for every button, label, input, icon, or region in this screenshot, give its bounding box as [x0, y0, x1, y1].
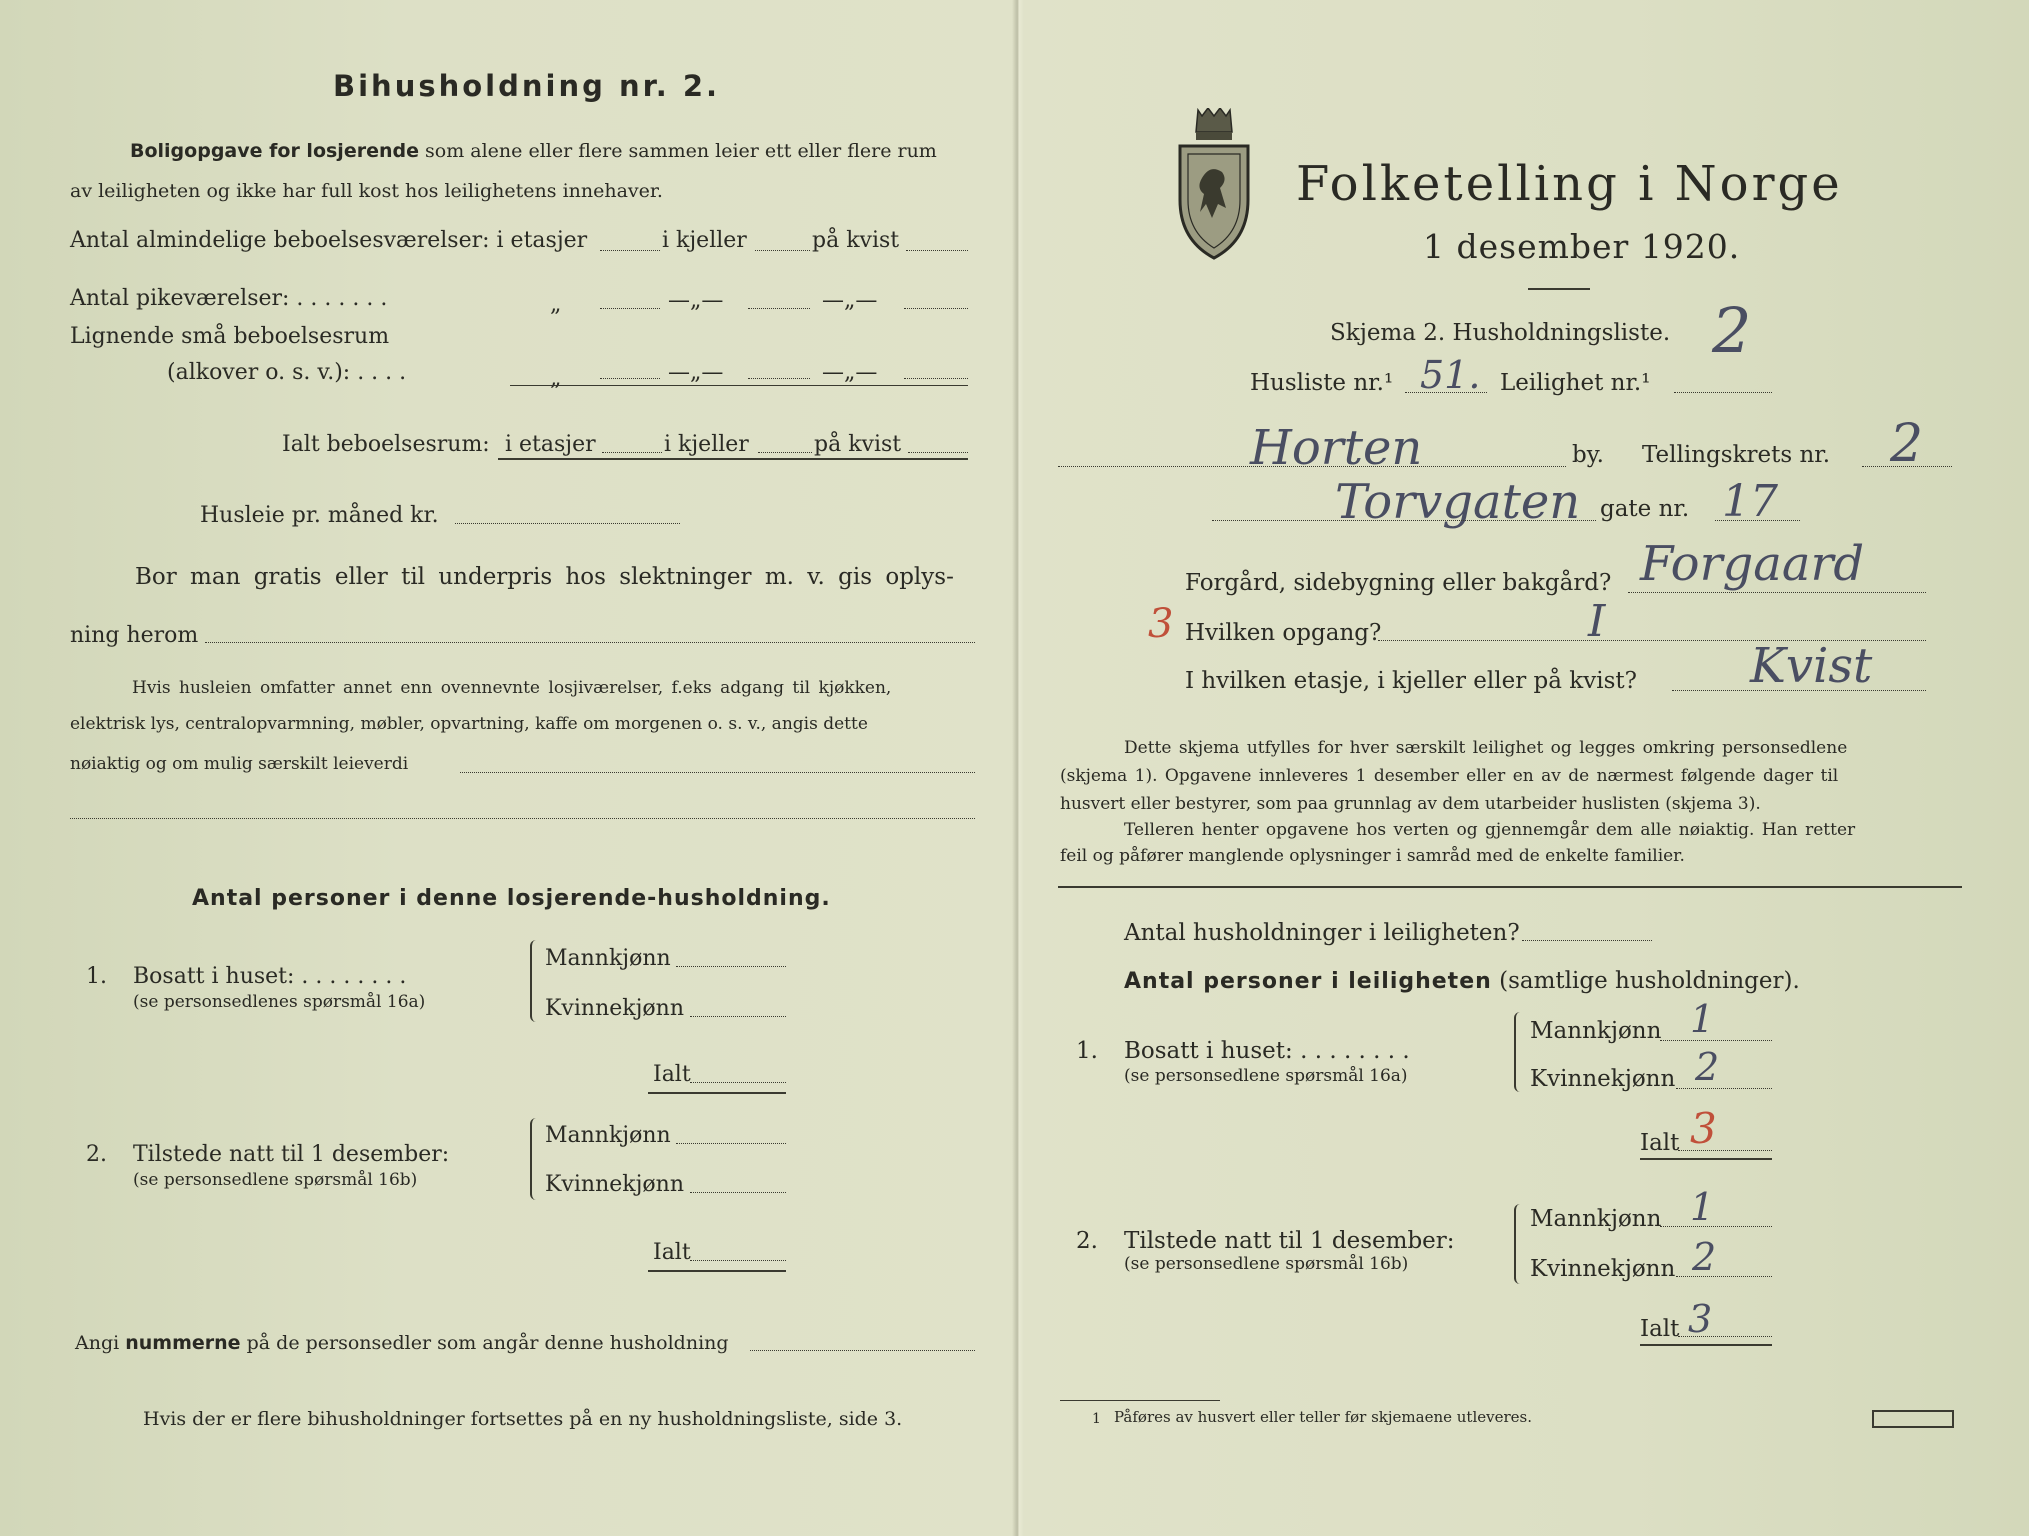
gate-nr-handwritten: 17	[1722, 476, 1778, 527]
left-q1-mann-field[interactable]	[676, 966, 786, 967]
by-handwritten: Horten	[1250, 420, 1423, 476]
households-label: Antal husholdninger i leiligheten?	[1124, 920, 1520, 946]
gratis-line-2: ning herom	[70, 623, 199, 648]
right-q2-mann-handwritten: 1	[1690, 1185, 1715, 1229]
rooms-label: Antal almindelige beboelsesværelser: i etasjer	[70, 228, 588, 253]
intro-line-1	[130, 142, 937, 161]
rooms-kvist-field[interactable]	[906, 250, 968, 251]
right-q2-sub: (se personsedlene spørsmål 16b)	[1124, 1254, 1409, 1274]
left-q1-num: 1.	[86, 964, 107, 989]
angi-field[interactable]	[750, 1350, 975, 1351]
right-q2-ialt-field[interactable]	[1678, 1336, 1772, 1337]
opgang-label: Hvilken opgang?	[1185, 620, 1382, 646]
left-q2-label: Tilstede natt til 1 desember:	[133, 1142, 450, 1167]
husliste-label: Husliste nr.¹	[1250, 370, 1394, 396]
krets-label: Tellingskrets nr.	[1642, 442, 1831, 468]
pike-ditto-2: —„—	[668, 288, 724, 313]
right-q1-label: Bosatt i huset: . . . . . . . .	[1124, 1038, 1410, 1064]
right-q2-kvinne-label: Kvinnekjønn	[1530, 1256, 1676, 1282]
left-q1-ialt-label: Ialt	[653, 1062, 691, 1087]
alkover-kvist-field[interactable]	[904, 378, 968, 379]
left-q2-brace	[530, 1118, 542, 1200]
ialt-etasjer-field[interactable]	[602, 452, 662, 453]
right-persons-bold: Antal personer i leiligheten	[1124, 969, 1492, 994]
by-field[interactable]	[1058, 466, 1566, 467]
gate-nr-field[interactable]	[1715, 520, 1800, 521]
right-q2-kvinne-field[interactable]	[1676, 1276, 1772, 1277]
instruction-5: feil og påfører manglende oplysninger i samråd med de enkelte familier.	[1060, 846, 1685, 866]
left-q1-ialt-field[interactable]	[690, 1082, 786, 1083]
footnote-text: Påføres av husvert eller teller før skjemaene utleveres.	[1114, 1408, 1532, 1426]
left-q2-ialt-label: Ialt	[653, 1240, 691, 1265]
instruction-3: husvert eller bestyrer, som paa grunnlag av dem utarbeider huslisten (skjema 3).	[1060, 794, 1761, 814]
alkover-kjeller-field[interactable]	[748, 378, 810, 379]
pike-kvist-field[interactable]	[904, 308, 968, 309]
intro-rest: som alene eller flere sammen leier ett eller flere rum	[425, 140, 937, 162]
skjema-handwritten: 2	[1712, 294, 1752, 367]
alkover-ditto-1: „	[550, 366, 562, 391]
ialt-rooms-label: Ialt beboelsesrum:	[282, 432, 490, 457]
leilighet-field[interactable]	[1674, 392, 1772, 393]
instruction-4: Telleren henter opgavene hos verten og gjennemgår dem alle nøiaktig. Han retter	[1124, 820, 1856, 840]
rooms-kvist-label: på kvist	[812, 228, 900, 253]
left-q1-kvinne-field[interactable]	[690, 1016, 786, 1017]
gate-label: gate nr.	[1600, 496, 1690, 522]
leilighet-label: Leilighet nr.¹	[1500, 370, 1651, 396]
left-footer: Hvis der er flere bihusholdninger fortsettes på en ny husholdningsliste, side 3.	[143, 1408, 903, 1430]
forgaard-label: Forgård, sidebygning eller bakgård?	[1185, 570, 1612, 596]
ialt-kvist-field[interactable]	[908, 452, 968, 453]
left-q2-kvinne-field[interactable]	[690, 1192, 786, 1193]
forgaard-handwritten: Forgaard	[1640, 536, 1865, 592]
angi-line	[75, 1334, 729, 1353]
rent-note-1: Hvis husleien omfatter annet enn ovennevnte losjiværelser, f.eks adgang til kjøkken,	[132, 678, 892, 698]
right-q1-sub: (se personsedlene spørsmål 16a)	[1124, 1066, 1408, 1086]
left-q2-ialt-field[interactable]	[690, 1260, 786, 1261]
instruction-2: (skjema 1). Opgavene innleveres 1 desember eller en av de nærmest følgende dager til	[1060, 766, 1839, 786]
alkover-etasjer-field[interactable]	[600, 378, 660, 379]
rent-note-field[interactable]	[460, 772, 975, 773]
form-date: 1 desember 1920.	[1423, 227, 1741, 266]
rooms-kjeller-field[interactable]	[755, 250, 810, 251]
left-q1-brace	[530, 940, 542, 1022]
right-q2-mann-label: Mannkjønn	[1530, 1206, 1662, 1232]
angi-pre: Angi	[75, 1332, 120, 1354]
intro-line-2: av leiligheten og ikke har full kost hos leilighetens innehaver.	[70, 180, 663, 202]
right-persons-heading	[1124, 970, 1800, 993]
rooms-kjeller-label: i kjeller	[662, 228, 747, 253]
skjema-label: Skjema 2. Husholdningsliste.	[1330, 320, 1671, 346]
etasje-label: I hvilken etasje, i kjeller eller på kvist?	[1185, 668, 1637, 694]
ialt-kjeller-field[interactable]	[758, 452, 812, 453]
right-q1-brace	[1514, 1012, 1526, 1092]
left-q2-mann-field[interactable]	[676, 1143, 786, 1144]
right-q1-mann-field[interactable]	[1660, 1040, 1772, 1041]
krets-handwritten: 2	[1890, 414, 1924, 474]
instruction-rule	[1058, 886, 1962, 888]
right-q1-ialt-handwritten: 3	[1690, 1104, 1717, 1153]
pike-etasjer-field[interactable]	[600, 308, 660, 309]
right-persons-rest: (samtlige husholdninger).	[1499, 968, 1800, 994]
pike-label: Antal pikeværelser: . . . . . . .	[70, 286, 388, 311]
right-q1-ialt-underline	[1640, 1158, 1772, 1160]
rent-field[interactable]	[455, 523, 680, 524]
gratis-field[interactable]	[205, 642, 975, 643]
right-q2-ialt-label: Ialt	[1640, 1316, 1680, 1342]
pike-ditto-3: —„—	[822, 288, 878, 313]
angi-rest: på de personsedler som angår denne husholdning	[246, 1332, 729, 1354]
rent-note-field-2[interactable]	[70, 818, 975, 819]
opgang-margin-note: 3	[1148, 601, 1174, 647]
right-q1-ialt-label: Ialt	[1640, 1130, 1680, 1156]
left-persons-heading: Antal personer i denne losjerende-husholdning.	[192, 886, 831, 911]
right-q2-num: 2.	[1076, 1228, 1098, 1254]
footnote-number: 1	[1092, 1411, 1101, 1427]
left-q2-kvinne-label: Kvinnekjønn	[545, 1172, 684, 1197]
left-q2-ialt-underline	[648, 1270, 786, 1272]
right-q1-ialt-field[interactable]	[1678, 1150, 1772, 1151]
left-q2-mann-label: Mannkjønn	[545, 1123, 671, 1148]
ialt-etasjer-label: i etasjer	[505, 432, 596, 457]
left-q1-mann-label: Mannkjønn	[545, 946, 671, 971]
angi-bold: nummerne	[125, 1332, 241, 1354]
gratis-line-1: Bor man gratis eller til underpris hos slektninger m. v. gis oplys-	[135, 564, 954, 590]
left-q2-num: 2.	[86, 1142, 107, 1167]
households-field[interactable]	[1522, 940, 1652, 941]
right-q2-label: Tilstede natt til 1 desember:	[1124, 1228, 1455, 1254]
alkover-underline	[510, 385, 968, 386]
etasje-handwritten: Kvist	[1750, 638, 1873, 694]
instruction-1: Dette skjema utfylles for hver særskilt leilighet og legges omkring personsedlene	[1124, 738, 1848, 758]
right-q1-kvinne-handwritten: 2	[1695, 1045, 1720, 1089]
rent-note-2: elektrisk lys, centralopvarmning, møbler, opvartning, kaffe om morgenen o. s. v., angis dette	[70, 714, 868, 734]
right-q2-ialt-underline	[1640, 1344, 1772, 1346]
forgaard-field[interactable]	[1628, 592, 1926, 593]
right-q1-mann-handwritten: 1	[1690, 997, 1715, 1041]
left-heading: Bihusholdning nr. 2.	[333, 69, 721, 103]
krets-field[interactable]	[1862, 466, 1952, 467]
right-q2-ialt-handwritten: 3	[1688, 1297, 1713, 1341]
gate-field[interactable]	[1212, 520, 1596, 521]
rent-label: Husleie pr. måned kr.	[200, 503, 439, 528]
rooms-etasjer-field[interactable]	[600, 250, 660, 251]
right-q2-kvinne-handwritten: 2	[1692, 1235, 1717, 1279]
form-title: Folketelling i Norge	[1296, 156, 1843, 212]
right-q1-kvinne-label: Kvinnekjønn	[1530, 1066, 1676, 1092]
gate-handwritten: Torvgaten	[1335, 474, 1581, 530]
alkover-label: (alkover o. s. v.): . . . .	[167, 360, 407, 385]
intro-bold: Boligopgave for losjerende	[130, 140, 419, 162]
small-rooms-label: Lignende små beboelsesrum	[70, 324, 390, 349]
husliste-field[interactable]	[1405, 392, 1487, 393]
ialt-rooms-underline	[498, 458, 968, 460]
pike-kjeller-field[interactable]	[748, 308, 810, 309]
rent-note-3: nøiaktig og om mulig særskilt leieverdi	[70, 754, 409, 774]
ialt-kvist-label: på kvist	[814, 432, 902, 457]
right-q2-mann-field[interactable]	[1660, 1226, 1772, 1227]
coat-of-arms-icon	[1172, 108, 1256, 260]
alkover-ditto-2: —„—	[668, 360, 724, 385]
pike-ditto-1: „	[550, 292, 562, 317]
left-q1-label: Bosatt i huset: . . . . . . . .	[133, 964, 407, 989]
printer-stamp	[1872, 1410, 1954, 1428]
ialt-kjeller-label: i kjeller	[664, 432, 749, 457]
opgang-handwritten: I	[1588, 596, 1606, 647]
right-q1-mann-label: Mannkjønn	[1530, 1018, 1662, 1044]
page-fold	[1012, 0, 1024, 1536]
right-q1-num: 1.	[1076, 1038, 1098, 1064]
by-label: by.	[1572, 442, 1604, 468]
alkover-ditto-3: —„—	[822, 360, 878, 385]
footnote-rule	[1060, 1400, 1220, 1401]
etasje-field[interactable]	[1672, 690, 1926, 691]
left-q1-ialt-underline	[648, 1092, 786, 1094]
title-rule	[1528, 288, 1590, 290]
left-q2-sub: (se personsedlene spørsmål 16b)	[133, 1170, 418, 1190]
husliste-handwritten: 51.	[1420, 353, 1481, 397]
left-q1-kvinne-label: Kvinnekjønn	[545, 996, 684, 1021]
right-q1-kvinne-field[interactable]	[1676, 1088, 1772, 1089]
right-q2-brace	[1514, 1204, 1526, 1284]
left-q1-sub: (se personsedlenes spørsmål 16a)	[133, 992, 426, 1012]
